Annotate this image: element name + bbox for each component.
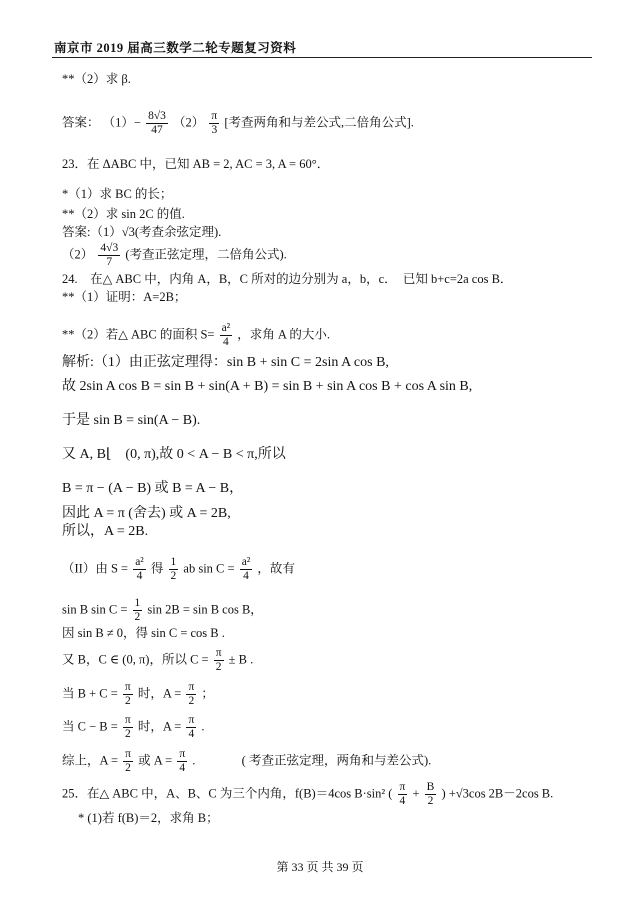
numerator: a² <box>135 556 144 568</box>
text-span: sin 2B = sin B cos B， <box>147 602 263 617</box>
problem-23: 23．在 ΔABC 中，已知 AB = 2, AC = 3, A = 60°． <box>62 157 330 171</box>
numerator: 8√3 <box>148 110 166 122</box>
fraction <box>186 681 196 708</box>
problem-25 <box>62 781 553 808</box>
numerator: a² <box>241 556 251 568</box>
text-line: **（2）求 sin 2C 的值. <box>62 207 185 221</box>
paren-open: ( <box>388 786 393 801</box>
denominator: 7 <box>106 256 113 268</box>
fraction <box>133 556 146 583</box>
text-span: 又 B，C ∈ (0, π)，所以 C = <box>62 652 209 667</box>
text-span: +√3cos 2B－2cos B. <box>448 786 554 801</box>
fraction <box>146 110 168 137</box>
denominator: 2 <box>124 695 131 707</box>
denominator: 2 <box>170 570 177 582</box>
denominator: 2 <box>427 795 434 807</box>
paren-close: ) <box>441 786 446 801</box>
solution-line: B = π − (A − B) 或 B = A − B， <box>62 481 244 496</box>
solution-line <box>62 556 295 583</box>
denominator: 2 <box>188 695 195 707</box>
solution-line <box>62 681 214 708</box>
fraction <box>214 647 224 674</box>
plus-sign: + <box>412 786 420 801</box>
fraction <box>186 714 196 741</box>
numerator: 4√3 <box>100 242 119 254</box>
numerator: π <box>211 110 218 122</box>
solution-line <box>62 647 253 674</box>
denominator: 4 <box>179 762 186 774</box>
text-line: *（1）求 BC 的长； <box>62 187 173 201</box>
numerator: π <box>124 714 131 726</box>
solution-line: 因 sin B ≠ 0，得 sin C = cos B . <box>62 626 225 640</box>
numerator: a² <box>221 322 231 334</box>
text-line: **（1）证明：A=2B； <box>62 290 187 304</box>
answer-line <box>62 110 414 137</box>
text-span: **（2）若△ ABC 的面积 S= <box>62 327 215 342</box>
numerator: π <box>179 748 186 760</box>
denominator: 2 <box>134 611 141 623</box>
header-title: 南京市 2019 届高三数学二轮专题复习资料 <box>54 41 297 55</box>
text-span: 25．在△ ABC 中，A、B、C 为三个内角，f(B)＝4cos B·sin² <box>62 786 386 801</box>
fraction <box>425 781 437 808</box>
fraction <box>133 597 143 624</box>
answer-part: （2） <box>173 115 205 130</box>
text-line: **（2）求 β. <box>62 72 131 86</box>
answer-part: （2） <box>62 247 94 262</box>
numerator: π <box>215 647 222 659</box>
text-span: （II）由 S = <box>62 561 129 576</box>
denominator: 47 <box>151 124 163 136</box>
solution-line <box>62 748 431 775</box>
text-span: 综上，A = <box>62 753 119 768</box>
header-divider <box>52 57 592 58</box>
solution-line: 解析:（1）由正弦定理得：sin B + sin C = 2sin A cos B, <box>62 355 389 370</box>
denominator: 4 <box>222 336 229 348</box>
text-span: . <box>192 753 196 768</box>
solution-line: 所以，A = 2B. <box>62 524 149 539</box>
solution-line: 又 A, B⌊ (0, π),故 0 < A − B < π,所以 <box>62 447 286 462</box>
page-number: 第 33 页 共 39 页 <box>276 860 364 874</box>
fraction <box>169 556 179 583</box>
fraction <box>123 714 133 741</box>
denominator: 3 <box>211 124 218 136</box>
solution-line: 故 2sin A cos B = sin B + sin(A + B) = sin B + sin A cos B + cos A sin B, <box>62 379 473 394</box>
fraction <box>220 322 233 349</box>
numerator: π <box>399 781 406 793</box>
fraction <box>98 242 120 269</box>
text-line <box>62 322 330 349</box>
text-span: 时，A = <box>137 719 182 734</box>
numerator: π <box>188 714 195 726</box>
text-span: 得 <box>150 561 164 576</box>
denominator: 4 <box>136 570 143 582</box>
denominator: 4 <box>188 728 195 740</box>
denominator: 2 <box>125 762 131 774</box>
text-span: ab sin C = <box>183 561 235 576</box>
fraction <box>177 748 187 775</box>
text-span: . <box>201 719 205 734</box>
fraction <box>398 781 408 808</box>
answer-line <box>62 242 287 269</box>
text-span: ，求角 A 的大小. <box>237 327 330 342</box>
numerator: 1 <box>134 597 141 609</box>
denominator: 4 <box>243 570 249 582</box>
text-line: 答案:（1）√3(考查余弦定理). <box>62 225 222 239</box>
text-span: 当 B + C = <box>62 686 118 701</box>
fraction <box>209 110 219 137</box>
text-span: ± B . <box>228 652 254 667</box>
problem-24: 24. 在△ ABC 中，内角 A，B，C 所对的边分别为 a，b，c． 已知 b+c=2a cos B． <box>62 272 513 286</box>
answer-note: ( 考查正弦定理，两角和与差公式). <box>241 753 432 768</box>
answer-note: (考查正弦定理，二倍角公式). <box>125 247 287 262</box>
fraction <box>123 748 133 775</box>
denominator: 2 <box>215 661 222 673</box>
numerator: π <box>125 748 131 760</box>
denominator: 4 <box>399 795 406 807</box>
numerator: 1 <box>170 556 177 568</box>
numerator: π <box>188 681 195 693</box>
solution-line: 因此 A = π (舍去) 或 A = 2B, <box>62 506 231 521</box>
answer-part: （1）− <box>102 115 141 130</box>
fraction <box>123 681 133 708</box>
fraction <box>240 556 253 583</box>
numerator: B <box>426 781 435 793</box>
solution-line: 于是 sin B = sin(A − B). <box>62 413 201 428</box>
solution-line <box>62 714 205 741</box>
text-span: 时，A = <box>137 686 182 701</box>
text-span: 或 A = <box>138 753 173 768</box>
text-span: sin B sin C = <box>62 602 128 617</box>
numerator: π <box>124 681 131 693</box>
text-span: ，故有 <box>257 561 295 576</box>
answer-label: 答案： <box>62 115 100 130</box>
answer-note: [考查两角和与差公式,二倍角公式]. <box>224 115 414 130</box>
text-span: ； <box>201 686 214 701</box>
denominator: 2 <box>124 728 131 740</box>
text-span: 当 C − B = <box>62 719 118 734</box>
text-line: * (1)若 f(B)＝2，求角 B； <box>78 811 219 825</box>
solution-line <box>62 597 263 624</box>
